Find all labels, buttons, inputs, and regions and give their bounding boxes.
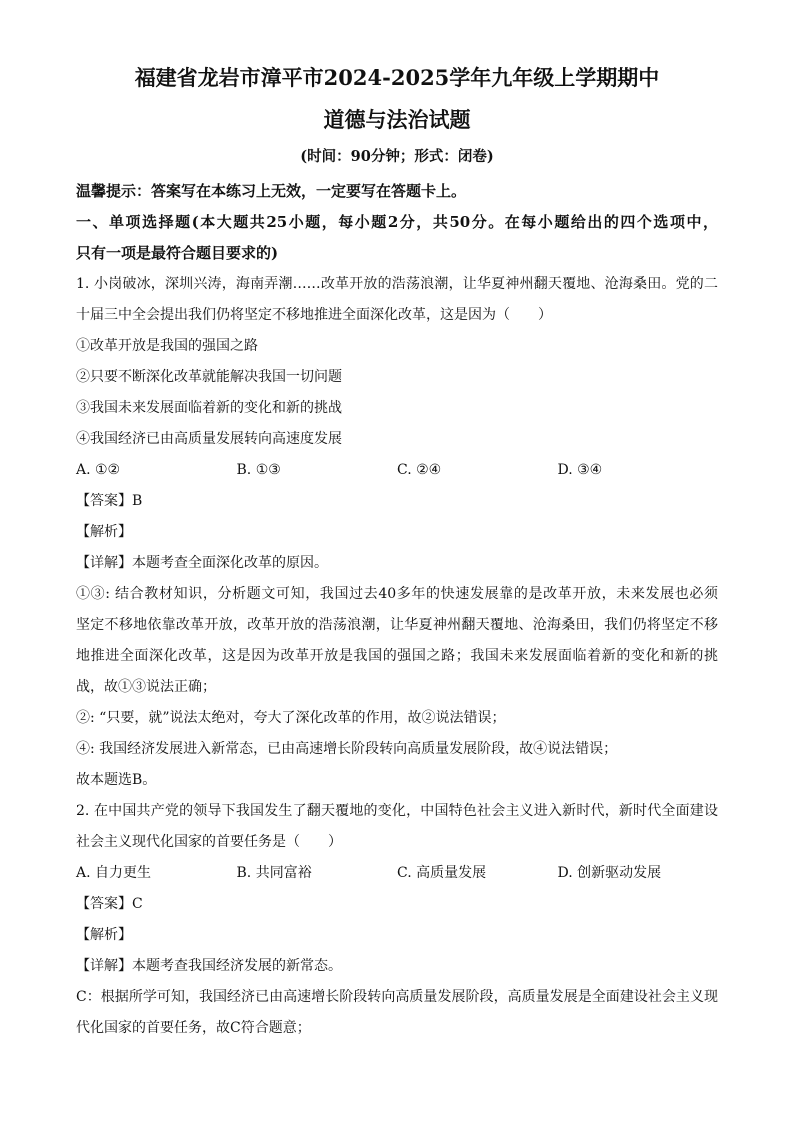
q1-explanation-3: ④: 我国经济发展进入新常态，已由高速增长阶段转向高质量发展阶段，故④说法错误； (76, 741, 618, 757)
q2-option-a: A. 自力更生 (76, 865, 152, 881)
q2-explanation-line2: 代化国家的首要任务，故C符合题意； (76, 1020, 311, 1036)
exam-title-line2: 道德与法治试题 (323, 107, 471, 132)
notice: 温馨提示：答案写在本练习上无效，一定要写在答题卡上。 (76, 182, 467, 200)
q1-option-c: C. ②④ (397, 462, 442, 478)
q1-options (76, 455, 718, 486)
q1-explanation-line3: 地推进全面深化改革，这是因为改革开放是我国的强国之路；我国未来发展面临着新的变化和新的挑 (76, 648, 718, 664)
q1-statement-4: ④我国经济已由高质量发展转向高速度发展 (76, 431, 342, 447)
q1-explanation-line2: 坚定不移地依靠改革开放，改革开放的浩荡浪潮，让华夏神州翻天覆地、沧海桑田，我们仍将坚定不移 (76, 617, 718, 633)
q2-options (76, 858, 718, 889)
q1-statement-3: ③我国未来发展面临着新的变化和新的挑战 (76, 400, 342, 416)
q1-explanation-line1: ①③: 结合教材知识，分析题文可知，我国过去40多年的快速发展靠的是改革开放，未来发展也必须 (76, 586, 718, 602)
exam-title-line1: 福建省龙岩市漳平市2024-2025学年九年级上学期期中 (134, 65, 660, 90)
section-heading-line1: 一、单项选择题(本大题共25小题，每小题2分，共50分。在每小题给出的四个选项中， (76, 213, 718, 231)
exam-content (76, 176, 718, 1044)
q2-option-b: B. 共同富裕 (236, 865, 312, 881)
q1-statement-1: ①改革开放是我国的强国之路 (76, 338, 258, 354)
q1-stem-line2: 十届三中全会提出我们仍将坚定不移地推进全面深化改革，这是因为（ ） (76, 307, 552, 323)
exam-subtitle: (时间：90分钟；形式：闭卷) (300, 148, 494, 165)
q1-conclusion: 故本题选B。 (76, 772, 157, 788)
q1-statement-2: ②只要不断深化改革就能解决我国一切问题 (76, 369, 342, 385)
q2-analysis-label: 【解析】 (76, 927, 132, 943)
q1-detail: 【详解】本题考查全面深化改革的原因。 (76, 555, 328, 571)
q2-answer: 【答案】C (76, 896, 143, 912)
q1-option-a: A. ①② (76, 462, 121, 478)
q1-option-b: B. ①③ (236, 462, 281, 478)
q1-analysis-label: 【解析】 (76, 524, 132, 540)
q1-explanation-2: ②: “只要，就”说法太绝对，夸大了深化改革的作用，故②说法错误； (76, 710, 506, 726)
q1-option-d: D. ③④ (557, 462, 603, 478)
q2-option-c: C. 高质量发展 (397, 865, 487, 881)
q2-stem-line1: 2. 在中国共产党的领导下我国发生了翻天覆地的变化，中国特色社会主义进入新时代，新时代全面建设 (76, 803, 718, 819)
q1-explanation-line4: 战，故①③说法正确； (76, 679, 216, 695)
q2-explanation-line1: C：根据所学可知，我国经济已由高速增长阶段转向高质量发展阶段，高质量发展是全面建设社会主义现 (76, 989, 718, 1005)
section-heading-line2: 只有一项是最符合题目要求的) (76, 244, 279, 262)
q2-option-d: D. 创新驱动发展 (557, 865, 662, 881)
q1-stem-line1: 1. 小岗破冰，深圳兴涛，海南弄潮……改革开放的浩荡浪潮，让华夏神州翻天覆地、沧海桑田。党的二 (76, 276, 718, 292)
q2-detail: 【详解】本题考查我国经济发展的新常态。 (76, 958, 342, 974)
q2-stem-line2: 社会主义现代化国家的首要任务是（ ） (76, 834, 342, 850)
q1-answer: 【答案】B (76, 493, 143, 509)
